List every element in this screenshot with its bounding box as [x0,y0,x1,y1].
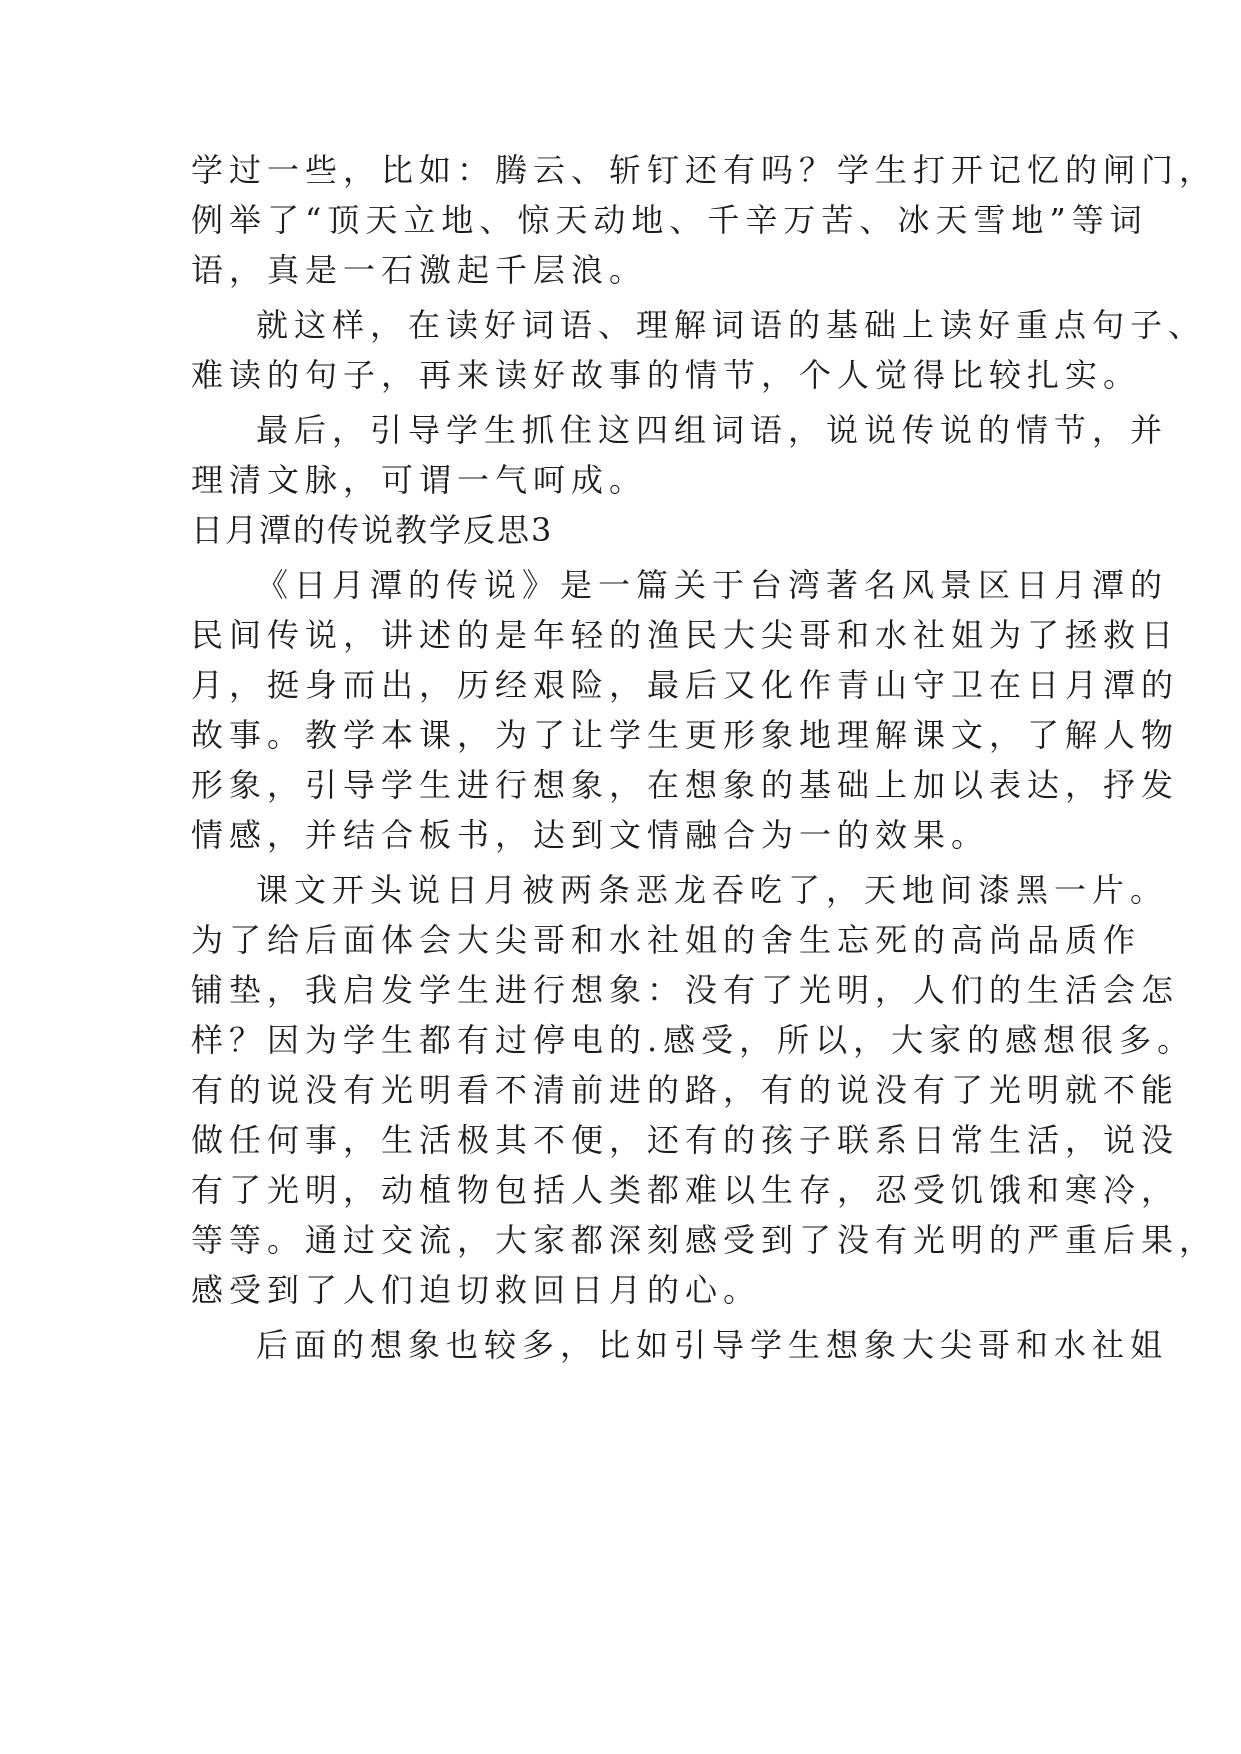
text-line-16: 为了给后面体会大尖哥和水社姐的舍生忘死的高尚品质作 [191,921,1142,959]
paragraph-start-line: 后面的想象也较多，比如引导学生想象大尖哥和水社姐 [256,1326,1169,1364]
text-line-2: 例举了“顶天立地、惊天动地、千辛万苦、冰天雪地”等词 [191,201,1148,239]
text-line-10: 民间传说，讲述的是年轻的渔民大尖哥和水社姐为了拯救日 [191,616,1180,654]
text-line-23: 感受到了人们迫切救回日月的心。 [191,1271,762,1309]
text-line-22: 等等。通过交流，大家都深刻感受到了没有光明的严重后果， [191,1221,1218,1259]
text-line-17: 铺垫，我启发学生进行想象：没有了光明，人们的生活会怎 [191,971,1180,1009]
text-line-5: 难读的句子，再来读好故事的情节，个人觉得比较扎实。 [191,356,1142,394]
text-line-3: 语，真是一石激起千层浪。 [191,251,648,289]
text-line-20: 做任何事，生活极其不便，还有的孩子联系日常生活，说没 [191,1121,1180,1159]
text-line-1: 学过一些，比如：腾云、斩钉还有吗？学生打开记忆的闸门， [191,151,1218,189]
paragraph-start-line: 就这样，在读好词语、理解词语的基础上读好重点句子、 [256,306,1207,344]
text-line-14: 情感，并结合板书，达到文情融合为一的效果。 [191,816,990,854]
text-line-19: 有的说没有光明看不清前进的路，有的说没有了光明就不能 [191,1071,1180,1109]
text-line-18: 样？因为学生都有过停电的.感受，所以，大家的感想很多。 [191,1021,1196,1059]
text-line-7: 理清文脉，可谓一气呵成。 [191,461,648,499]
text-line-12: 故事。教学本课，为了让学生更形象地理解课文，了解人物 [191,716,1180,754]
text-line-21: 有了光明，动植物包括人类都难以生存，忍受饥饿和寒冷， [191,1171,1180,1209]
paragraph-start-line: 最后，引导学生抓住这四组词语，说说传说的情节，并 [256,411,1169,449]
text-line-11: 月，挺身而出，历经艰险，最后又化作青山守卫在日月潭的 [191,666,1180,704]
paragraph-start-line: 《日月潭的传说》是一篇关于台湾著名风景区日月潭的 [256,566,1169,604]
text-line-13: 形象，引导学生进行想象，在想象的基础上加以表达，抒发 [191,766,1180,804]
paragraph-start-line: 课文开头说日月被两条恶龙吞吃了，天地间漆黑一片。 [256,871,1169,909]
section-heading: 日月潭的传说教学反思3 [191,511,554,549]
